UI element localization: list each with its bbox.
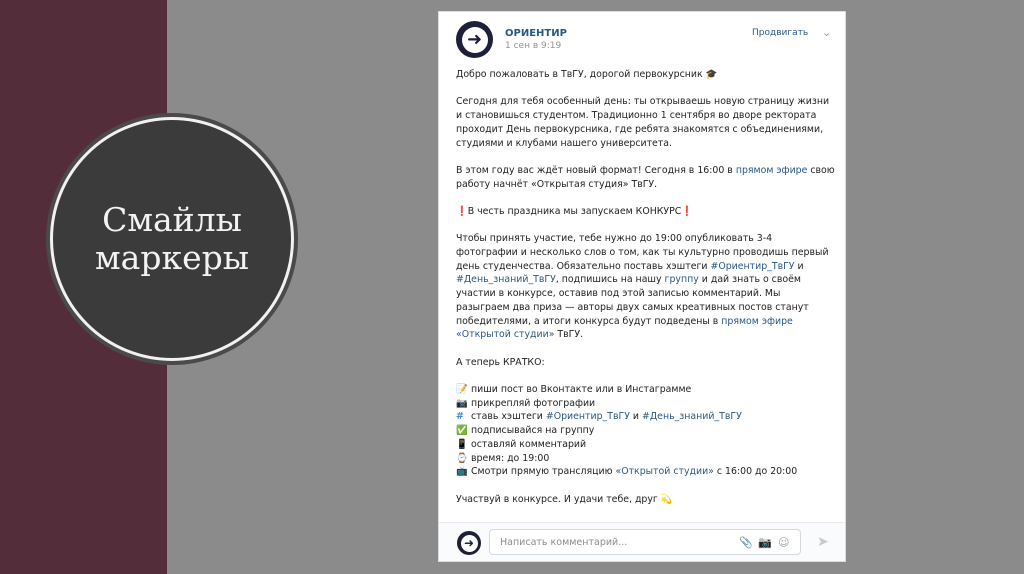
comment-placeholder: Написать комментарий... bbox=[500, 537, 628, 548]
memo-icon: 📝 bbox=[456, 384, 468, 396]
paperclip-icon[interactable]: 📎 bbox=[739, 536, 753, 549]
tv-icon: 📺 bbox=[456, 466, 468, 478]
camera-icon[interactable]: 📷 bbox=[758, 536, 772, 549]
list-item: # ставь хэштеги #Ориентир_ТвГУ и #День_знаний_ТвГУ bbox=[456, 411, 742, 423]
group-avatar[interactable] bbox=[456, 21, 493, 58]
phone-icon: 📱 bbox=[456, 438, 468, 450]
list-item: 📺 Смотри прямую трансляцию «Открытой студии» с 16:00 до 20:00 bbox=[456, 466, 798, 478]
contest-title: ❗В честь праздника мы запускаем КОНКУРС❗ bbox=[456, 205, 694, 217]
comment-input[interactable] bbox=[489, 529, 801, 555]
studio-link[interactable]: «Открытой студии» bbox=[456, 329, 555, 341]
hashtag-icon: # bbox=[456, 411, 464, 423]
list-item: 📝 пиши пост во Вконтакте или в Инстаграмме bbox=[456, 384, 692, 396]
list-item: 📱 оставляй комментарий bbox=[456, 438, 587, 450]
watch-icon: ⌚ bbox=[456, 452, 468, 464]
post-date[interactable]: 1 сен в 9:19 bbox=[505, 41, 562, 51]
post-header bbox=[439, 12, 845, 67]
graduation-cap-icon: 🎓 bbox=[705, 69, 718, 80]
list-item: ⌚ время: до 19:00 bbox=[456, 452, 550, 464]
commenter-avatar bbox=[457, 531, 481, 555]
hashtag-orientir[interactable]: #Ориентир_ТвГУ bbox=[545, 411, 630, 423]
paragraph-intro: Сегодня для тебя особенный день: ты открываешь новую страницу жизни и становишься студентом. Традиционно 1 сентября во дворе ректората проходит День первокурсника, где ребята знакомятся с объединениями, студиями и клубами нашего университета. bbox=[456, 96, 830, 149]
hashtag-den-znaniy[interactable]: #День_знаний_ТвГУ bbox=[642, 411, 742, 423]
postscript bbox=[456, 520, 836, 521]
slide-title-line1: Смайлы bbox=[102, 200, 242, 239]
exclamation-icon: ❗ bbox=[456, 205, 468, 217]
group-link[interactable]: группу bbox=[664, 274, 699, 286]
live-link-2[interactable]: прямом эфире bbox=[721, 315, 793, 327]
smile-icon[interactable]: ☺ bbox=[778, 536, 790, 549]
hashtag-den-znaniy[interactable]: #День_знаний_ТвГУ bbox=[456, 274, 556, 286]
live-link[interactable]: прямом эфире bbox=[735, 164, 808, 176]
vk-post bbox=[438, 11, 846, 562]
arrow-right-icon: ➜ bbox=[461, 535, 478, 552]
closing: Участвуй в конкурсе. И удачи тебе, друг 💫 bbox=[456, 493, 673, 505]
brief-heading: А теперь КРАТКО: bbox=[456, 356, 545, 368]
studio-link[interactable]: «Открытой студии» bbox=[615, 466, 714, 478]
slide-title bbox=[95, 201, 249, 277]
sparkle-icon: 💫 bbox=[660, 493, 673, 505]
list-item: 📷 прикрепляй фотографии bbox=[456, 397, 596, 409]
exclamation-icon: ❗ bbox=[681, 205, 694, 217]
title-circle bbox=[50, 117, 294, 361]
greeting: Добро пожаловать в ТвГУ, дорогой первокурсник 🎓 bbox=[456, 69, 718, 80]
chevron-down-icon[interactable]: ⌄ bbox=[822, 26, 832, 39]
send-icon[interactable]: ➤ bbox=[817, 534, 829, 550]
hashtag-orientir[interactable]: #Ориентир_ТвГУ bbox=[710, 260, 795, 272]
group-name[interactable]: ОРИЕНТИР bbox=[505, 28, 567, 39]
camera-icon: 📷 bbox=[456, 397, 468, 409]
paragraph-format: В этом году вас ждёт новый формат! Сегодня в 16:00 в прямом эфире свою работу начнёт «Открытая студия» ТвГУ. bbox=[456, 164, 835, 190]
check-icon: ✅ bbox=[456, 425, 468, 437]
slide-title-line2: маркеры bbox=[94, 238, 249, 277]
comment-bar bbox=[439, 522, 845, 562]
paragraph-rules: Чтобы принять участие, тебе нужно до 19:00 опубликовать 3-4 фотографии и несколько слов о том, как ты культурно проводишь первый день студенчества. Обязательно поставь хэштеги #Ориентир_ТвГУ и #День_знаний_ТвГУ, подпишись на нашу группу и дай знать о своём участии в конкурсе, оставив под этой записью комментарий. Мы разыграем два приза — авторы двух самых креативных постов станут победителями, а итоги конкурса будут подведены в прямом эфире «Открытой студии» ТвГУ. bbox=[456, 233, 829, 341]
post-text bbox=[456, 68, 836, 521]
arrow-right-icon: ➜ bbox=[462, 27, 488, 53]
promote-button[interactable]: Продвигать bbox=[752, 28, 809, 38]
list-item: ✅ подписывайся на группу bbox=[456, 425, 595, 437]
